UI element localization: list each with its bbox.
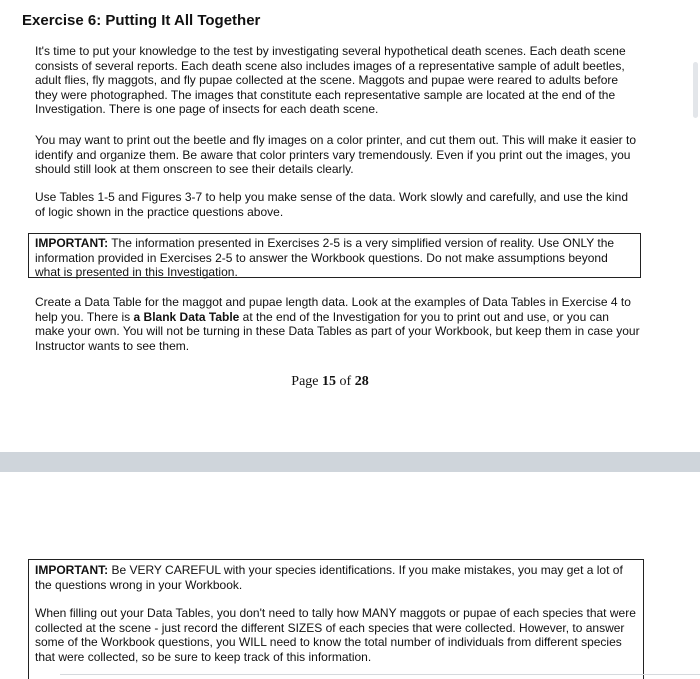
page-label: Page	[291, 374, 319, 389]
page-separator	[0, 452, 700, 472]
species-important-box	[28, 559, 644, 679]
page-of: of	[339, 374, 352, 389]
data-table-text-a: Create a Data Table for the maggot and pupae length data. Look at the examples of Data Tables in Exercise 4 to help you. There is	[35, 295, 631, 324]
printing-paragraph: You may want to print out the beetle and fly images on a color printer, and cut them out. This will make it easier to identify and organize them. Be aware that color printers vary tremendously. Even if you print out the images, you should still look at them onscreen to see their details clearly.	[35, 133, 636, 177]
important-label-2: IMPORTANT:	[35, 563, 109, 577]
intro-paragraph: It's time to put your knowledge to the test by investigating several hypothetical death scenes. Each death scene consists of several reports. Each death scene also includes images of a representative sample of adult beetles, adult flies, fly maggots, and fly pupae collected at the scene. Maggots and pupae were reared to adults before they were photographed. The images that constitute each representative sample are located at the end of the Investigation. There is one page of insects for each death scene.	[35, 44, 626, 117]
data-table-paragraph	[35, 295, 640, 353]
page-number	[0, 374, 660, 390]
important-label: IMPORTANT:	[35, 236, 109, 250]
page-total: 28	[354, 374, 369, 389]
tables-figures-paragraph: Use Tables 1-5 and Figures 3-7 to help you make sense of the data. Work slowly and carefully, and use the kind of logic shown in the practice questions above.	[35, 190, 628, 219]
tally-instructions-paragraph: When filling out your Data Tables, you don't need to tally how MANY maggots or pupae of each species that were collected at the scene - just record the different SIZES of each species that were collected. However, to answer some of the Workbook questions, you WILL need to know the total number of individuals from different species that were collected, so be sure to keep track of this information.	[35, 606, 636, 664]
species-important-text: Be VERY CAREFUL with your species identifications. If you make mistakes, you may get a lot of the questions wrong in your Workbook.	[35, 563, 623, 592]
page-current: 15	[322, 374, 337, 389]
blank-data-table-emphasis: a Blank Data Table	[133, 309, 240, 324]
important-notice-box	[28, 233, 641, 278]
species-important-paragraph	[35, 563, 637, 592]
data-table-text-b: at the end of the Investigation for you to print out and use, or you can make your own. You will not be turning in these Data Tables as part of your Workbook, but keep them in case your Instructor wants to see them.	[35, 309, 640, 353]
scrollbar-thumb[interactable]	[693, 62, 698, 118]
exercise-title: Exercise 6: Putting It All Together	[22, 12, 261, 29]
important-notice-text: The information presented in Exercises 2-5 is a very simplified version of reality. Use ONLY the information provided in Exercises 2-5 to answer the Workbook questions. Do not make assumptions beyond what is presented in this Investigation.	[35, 236, 615, 280]
bottom-rule	[60, 674, 700, 675]
